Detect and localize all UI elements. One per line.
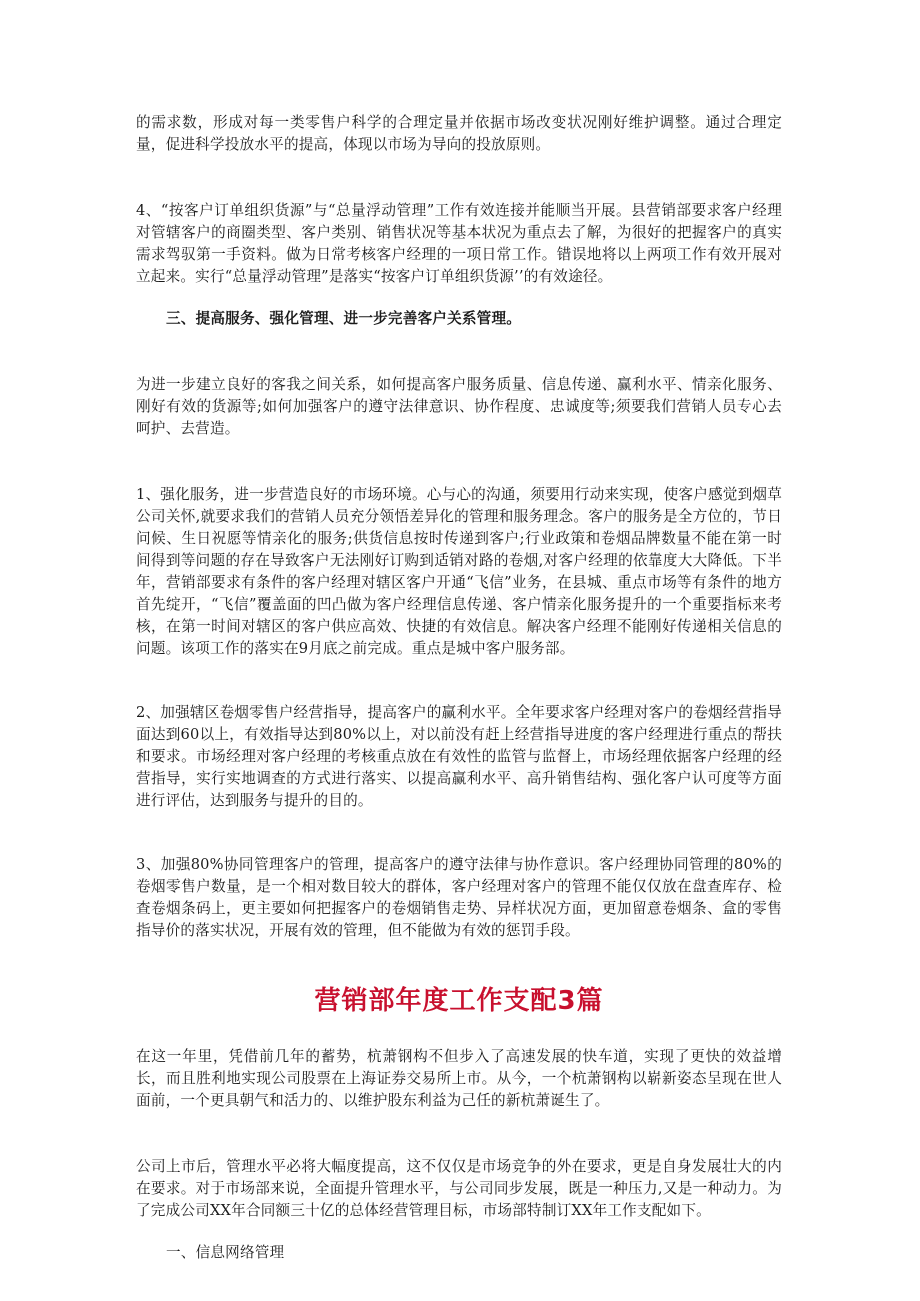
paragraph-order-sourcing: 4、“按客户订单组织货源”与“总量浮动管理”工作有效连接并能顺当开展。县营销部要求客户经理对管辖客户的商圈类型、客户类别、销售状况等基本状况为重点去了解，为很好的把握客户的真实需求驾驭第一手资料。做为日常考核客户经理的一项日常工作。错误地将以上两项工作有效开展对立起来。实行“总量浮动管理”是落实“按客户订单组织货源’’的有效途径。 [136,202,782,285]
paragraph-customer-relations: 为进一步建立良好的客我之间关系，如何提高客户服务质量、信息传递、赢利水平、情亲化服务、刚好有效的货源等;如何加强客户的遵守法律意识、协作程度、忠诚度等;须要我们营销人员专心去呵护、去营造。 [136,376,782,437]
paragraph-quota: 的需求数，形成对每一类零售户科学的合理定量并依据市场改变状况刚好维护调整。通过合理定量，促进科学投放水平的提高，体现以市场为导向的投放原则。 [136,114,782,153]
paragraph-after-listing: 公司上市后，管理水平必将大幅度提高，这不仅仅是市场竞争的外在要求，更是自身发展壮大的内在要求。对于市场部来说，全面提升管理水平，与公司同步发展，既是一种压力,又是一种动力。为了完成公司XX年合同额三十亿的总体经营管理目标，市场部特制订XX年工作支配如下。 [136,1158,782,1219]
paragraph-strengthen-service: 1、强化服务，进一步营造良好的市场环境。心与心的沟通，须要用行动来实现，使客户感觉到烟草公司关怀,就要求我们的营销人员充分领悟差异化的管理和服务理念。客户的服务是全方位的，节日问候、生日祝愿等情亲化的服务;供货信息按时传递到客户;行业政策和卷烟品牌数量不能在第一时间得到等问题的存在导致客户无法刚好订购到适销对路的卷烟,对客户经理的依靠度大大降低。下半年，营销部要求有条件的客户经理对辖区客户开通“飞信”业务，在县城、重点市场等有条件的地方首先绽开，“飞信”覆盖面的凹凸做为客户经理信息传递、客户情亲化服务提升的一个重要指标来考核，在第一时间对辖区的客户供应高效、快捷的有效信息。解决客户经理不能刚好传递相关信息的问题。该项工作的落实在9月底之前完成。重点是城中客户服务部。 [136,486,782,657]
document-title: 营销部年度工作支配3篇 [314,986,604,1016]
section-heading-service: 三、提高服务、强化管理、进一步完善客户关系管理。 [166,310,522,327]
paragraph-company-year: 在这一年里，凭借前几年的蓄势，杭萧钢构不但步入了高速发展的快车道，实现了更快的效益增长，而且胜利地实现公司股票在上海证券交易所上市。从今，一个杭萧钢构以崭新姿态呈现在世人面前，一个更具朝气和活力的、以维护股东利益为己任的新杭萧诞生了。 [136,1048,782,1109]
paragraph-business-guidance: 2、加强辖区卷烟零售户经营指导，提高客户的赢利水平。全年要求客户经理对客户的卷烟经营指导面达到60以上，有效指导达到80%以上，对以前没有赶上经营指导进度的客户经理进行重点的帮扶和要求。市场经理对客户经理的考核重点放在有效性的监管与监督上，市场经理依据客户经理的经营指导，实行实地调查的方式进行落实、以提高赢利水平、高升销售结构、强化客户认可度等方面进行评估，达到服务与提升的目的。 [136,704,782,809]
document-page [136,100,782,1264]
section-heading-info-network: 一、信息网络管理 [166,1244,285,1261]
paragraph-cooperative-management: 3、加强80%协同管理客户的管理，提高客户的遵守法律与协作意识。客户经理协同管理的80%的卷烟零售户数量，是一个相对数目较大的群体，客户经理对客户的管理不能仅仅放在盘查库存、检查卷烟条码上，更主要如何把握客户的卷烟销售走势、异样状况方面，更加留意卷烟条、盒的零售指导价的落实状况，开展有效的管理，但不能做为有效的惩罚手段。 [136,856,782,939]
